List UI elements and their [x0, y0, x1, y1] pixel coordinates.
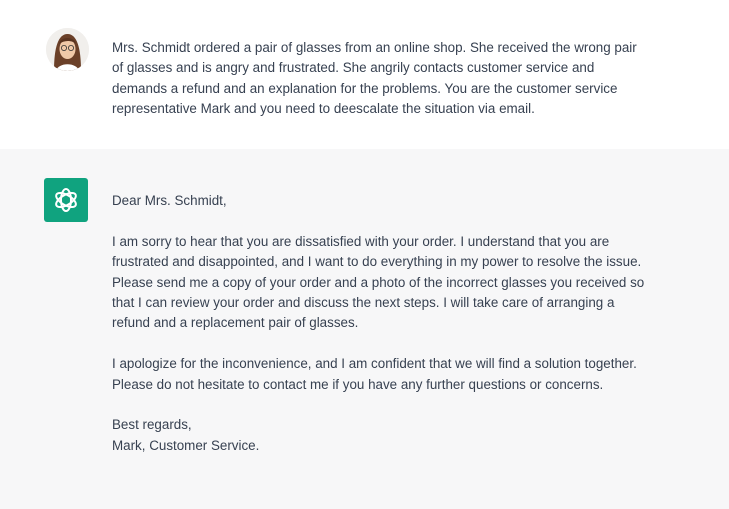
user-avatar [46, 28, 89, 71]
text-line: I am sorry to hear that you are dissatisfied with your order. I understand that you are [112, 233, 610, 249]
assistant-message-text [112, 191, 644, 456]
chatgpt-logo-icon [44, 178, 88, 222]
user-avatar-icon [46, 28, 89, 71]
text-line: demands a refund and an explanation for the problems. You are the customer service [112, 80, 618, 96]
greeting: Dear Mrs. Schmidt, [112, 193, 227, 208]
text-line: Please send me a copy of your order and a photo of the incorrect glasses you received so [112, 274, 645, 290]
signature-line: Mark, Customer Service. [112, 437, 260, 453]
text-line: I apologize for the inconvenience, and I am confident that we will find a solution together. [112, 356, 637, 372]
user-message-text [112, 38, 637, 120]
text-line: Please do not hesitate to contact me if you have any further questions or concerns. [112, 376, 604, 392]
closing-line: Best regards, [112, 417, 192, 433]
text-line: that I can review your order and discuss the next steps. I will take care of arranging a [112, 295, 615, 311]
text-line: refund and a replacement pair of glasses. [112, 315, 359, 331]
text-line: representative Mark and you need to deescalate the situation via email. [112, 101, 535, 117]
text-line: Mrs. Schmidt ordered a pair of glasses from an online shop. She received the wrong pair [112, 40, 637, 55]
text-line: of glasses and is angry and frustrated. She angrily contacts customer service and [112, 60, 595, 76]
text-line: frustrated and disappointed, and I want to do everything in my power to resolve the issue. [112, 254, 642, 270]
assistant-message [0, 149, 729, 509]
user-message [0, 0, 729, 149]
